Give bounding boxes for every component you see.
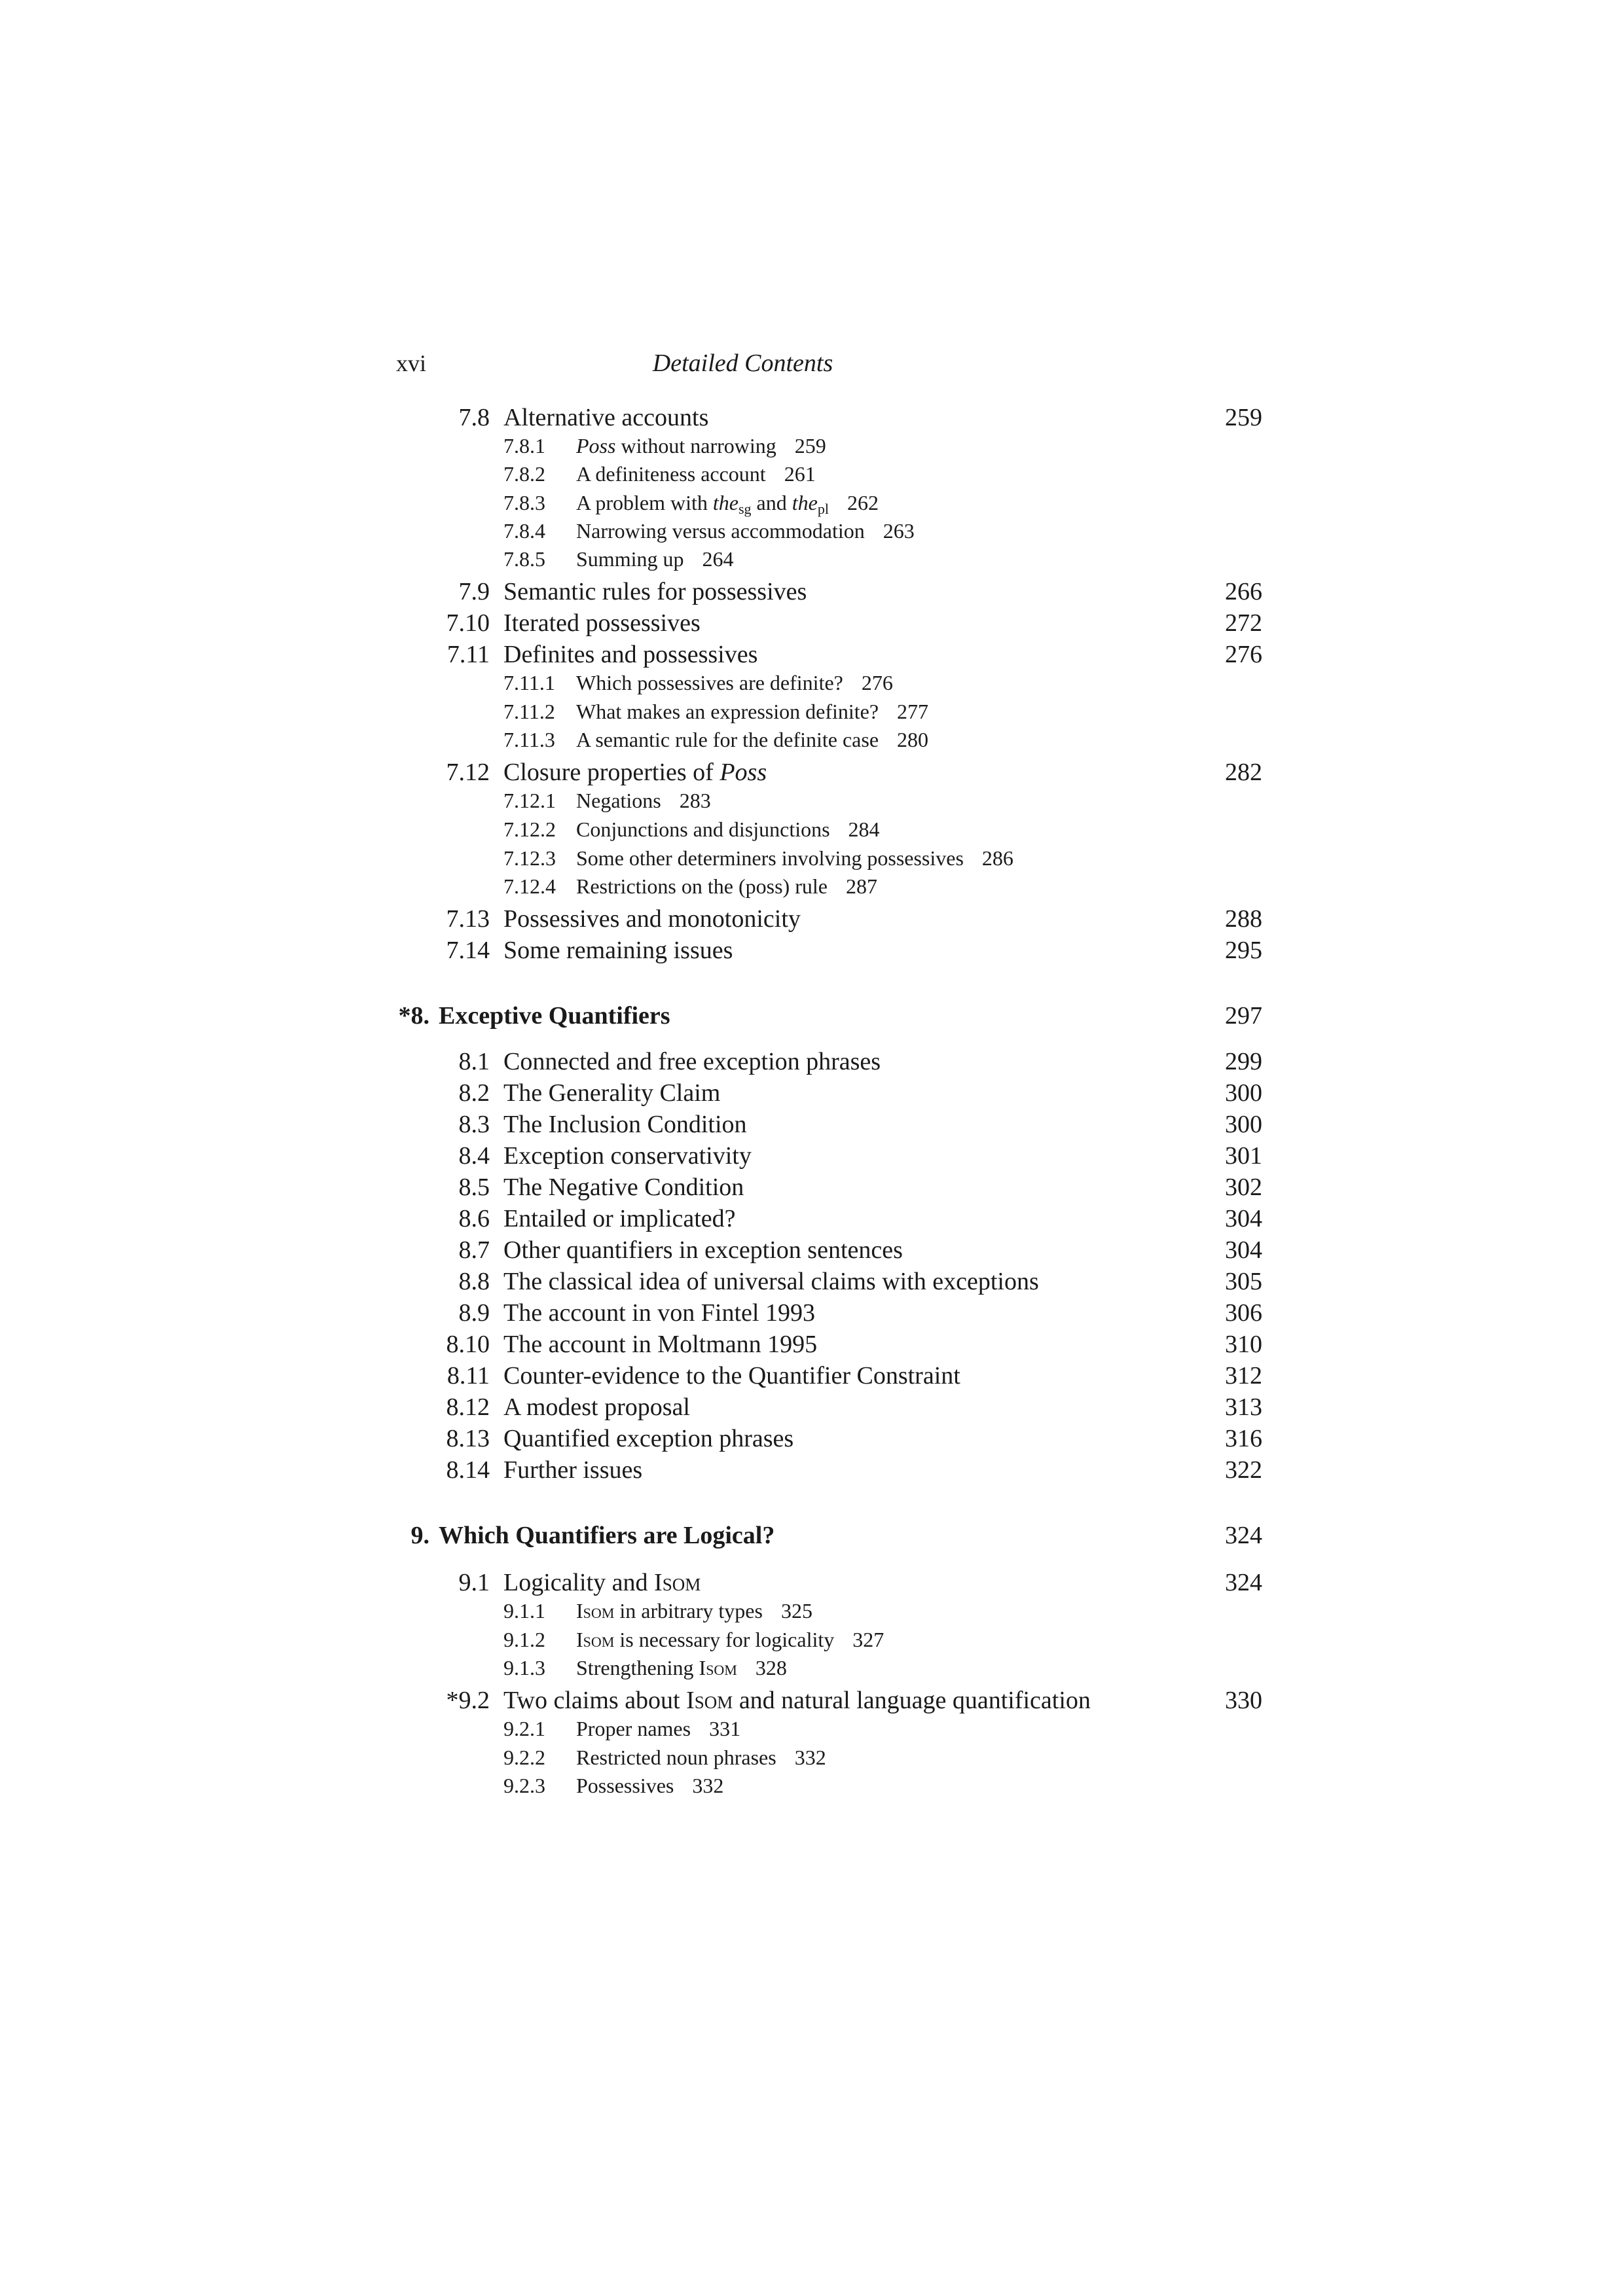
section-title: The account in Moltmann 1995: [503, 1331, 818, 1358]
page-ref: 286: [981, 846, 1013, 870]
section-number: 8.5: [458, 1174, 490, 1201]
subsection-number: 7.12.2: [503, 817, 556, 841]
section-title: Counter-evidence to the Quantifier Constraint: [503, 1362, 960, 1390]
section-title: Definites and possessives: [503, 641, 758, 668]
subsection-title: Restricted noun phrases 332: [576, 1746, 826, 1769]
toc-section-row[interactable]: [0, 1109, 1623, 1140]
toc-section-row[interactable]: [0, 935, 1623, 966]
toc-section-row[interactable]: [0, 1423, 1623, 1454]
toc-section-row[interactable]: [0, 757, 1623, 788]
toc-section-row[interactable]: [0, 1077, 1623, 1109]
page-ref: 316: [1225, 1425, 1262, 1452]
toc-subsection-row[interactable]: [0, 816, 1623, 843]
section-title: The classical idea of universal claims with exceptions: [503, 1268, 1039, 1295]
page-ref: 295: [1225, 937, 1262, 964]
toc-section-row[interactable]: [0, 1234, 1623, 1266]
toc-section-row[interactable]: [0, 1297, 1623, 1329]
section-number: 8.2: [458, 1079, 490, 1107]
toc-subsection-row[interactable]: [0, 517, 1623, 545]
chapter-title: Exceptive Quantifiers: [439, 1002, 670, 1030]
page-ref: 322: [1225, 1456, 1262, 1484]
toc-section-row[interactable]: [0, 576, 1623, 607]
toc-section-row[interactable]: [0, 1329, 1623, 1360]
toc-chapter-row[interactable]: [0, 1000, 1623, 1031]
section-number: 8.1: [458, 1048, 490, 1075]
toc-subsection-row[interactable]: [0, 1772, 1623, 1799]
section-number: 7.10: [446, 609, 490, 637]
subsection-title: Some other determiners involving possessives 286: [576, 846, 1013, 870]
section-number: 7.11: [447, 641, 490, 668]
toc-subsection-row[interactable]: [0, 872, 1623, 900]
page-ref: 306: [1225, 1299, 1262, 1327]
subsection-title: Strengthening Isom 328: [576, 1656, 787, 1679]
toc-section-row[interactable]: [0, 1266, 1623, 1297]
section-title: Logicality and Isom: [503, 1569, 701, 1596]
subsection-number: 7.8.5: [503, 547, 545, 571]
toc-section-row[interactable]: [0, 903, 1623, 935]
toc-subsection-row[interactable]: [0, 844, 1623, 872]
page-ref: 328: [755, 1656, 787, 1679]
subsection-number: 7.12.3: [503, 846, 556, 870]
section-number: 7.8: [458, 404, 490, 431]
page-ref: 332: [794, 1746, 826, 1769]
page-ref: 299: [1225, 1048, 1262, 1075]
section-title: Iterated possessives: [503, 609, 701, 637]
page-ref: 300: [1225, 1079, 1262, 1107]
section-number: 8.8: [458, 1268, 490, 1295]
section-number: 7.12: [446, 759, 490, 786]
section-title: Entailed or implicated?: [503, 1205, 736, 1232]
toc-section-row[interactable]: [0, 1360, 1623, 1391]
toc-section-row[interactable]: [0, 1391, 1623, 1423]
running-title: Detailed Contents: [652, 350, 833, 377]
section-number: 8.11: [447, 1362, 490, 1390]
toc-subsection-row[interactable]: [0, 545, 1623, 573]
section-number: 8.4: [458, 1142, 490, 1170]
section-title: Possessives and monotonicity: [503, 905, 801, 933]
toc-subsection-row[interactable]: [0, 1626, 1623, 1653]
toc-subsection-row[interactable]: [0, 669, 1623, 696]
page-ref: 287: [845, 874, 877, 898]
page-ref: 272: [1225, 609, 1262, 637]
toc-section-row[interactable]: [0, 402, 1623, 433]
subsection-number: 9.2.1: [503, 1717, 545, 1740]
subsection-number: 9.1.1: [503, 1599, 545, 1623]
toc-subsection-row[interactable]: [0, 1654, 1623, 1681]
section-title: Exception conservativity: [503, 1142, 752, 1170]
toc-subsection-row[interactable]: [0, 1715, 1623, 1742]
section-title: Further issues: [503, 1456, 643, 1484]
page-ref: 284: [848, 817, 880, 841]
page-ref: 301: [1225, 1142, 1262, 1170]
page-ref: 302: [1225, 1174, 1262, 1201]
section-title: The Negative Condition: [503, 1174, 744, 1201]
subsection-number: 9.2.3: [503, 1774, 545, 1797]
subsection-number: 7.8.2: [503, 462, 545, 486]
section-title: The Inclusion Condition: [503, 1111, 747, 1138]
chapter-number: *8.: [398, 1002, 429, 1030]
page-ref: 261: [784, 462, 816, 486]
page-ref: 264: [702, 547, 734, 571]
page-ref: 259: [794, 434, 826, 457]
page-ref: 277: [897, 700, 929, 723]
toc-section-row[interactable]: [0, 1172, 1623, 1203]
page-ref: 324: [1225, 1569, 1262, 1596]
section-number: 8.6: [458, 1205, 490, 1232]
subsection-number: 7.8.3: [503, 491, 545, 514]
page-ref: 305: [1225, 1268, 1262, 1295]
page-ref: 282: [1225, 759, 1262, 786]
toc-section-row[interactable]: [0, 1140, 1623, 1172]
toc-subsection-row[interactable]: [0, 1597, 1623, 1624]
toc-section-row[interactable]: [0, 639, 1623, 670]
chapter-title: Which Quantifiers are Logical?: [439, 1522, 775, 1549]
page-ref: 304: [1225, 1205, 1262, 1232]
toc-section-row[interactable]: [0, 1454, 1623, 1486]
toc-section-row[interactable]: [0, 1685, 1623, 1716]
toc-subsection-row[interactable]: [0, 726, 1623, 753]
page-number: xvi: [396, 350, 427, 376]
page-ref: 288: [1225, 905, 1262, 933]
section-number: 9.1: [458, 1569, 490, 1596]
toc-section-row[interactable]: [0, 1567, 1623, 1598]
page-ref: 331: [709, 1717, 741, 1740]
section-number: 8.13: [446, 1425, 490, 1452]
page-ref: 262: [847, 491, 879, 514]
section-number: 8.9: [458, 1299, 490, 1327]
subsection-number: 7.12.1: [503, 789, 556, 812]
page-ref: 283: [679, 789, 711, 812]
subsection-title: Possessives 332: [576, 1774, 724, 1797]
chapter-number: 9.: [410, 1522, 429, 1549]
subsection-title: Summing up 264: [576, 547, 734, 571]
toc-subsection-row[interactable]: [0, 432, 1623, 459]
page-ref: 297: [1225, 1002, 1262, 1030]
page-ref: 304: [1225, 1236, 1262, 1264]
page-ref: 259: [1225, 404, 1262, 431]
subsection-title: A problem with the$_{sg}$ and the$_{pl}$ 262: [576, 491, 879, 517]
subsection-number: 7.8.1: [503, 434, 545, 457]
subsection-number: 7.8.4: [503, 519, 545, 543]
subsection-number: 9.1.3: [503, 1656, 545, 1679]
subsection-title: Poss without narrowing 259: [576, 434, 826, 457]
subsection-title: Proper names 331: [576, 1717, 741, 1740]
section-title: The account in von Fintel 1993: [503, 1299, 815, 1327]
section-number: 8.12: [446, 1393, 490, 1421]
section-number: 7.14: [446, 937, 490, 964]
toc-section-row[interactable]: [0, 607, 1623, 639]
subsection-title: A definiteness account 261: [576, 462, 816, 486]
page-ref: 276: [861, 671, 893, 694]
subsection-number: 7.11.1: [503, 671, 555, 694]
page-ref: 312: [1225, 1362, 1262, 1390]
section-title: Closure properties of Poss: [503, 759, 767, 786]
toc-subsection-row[interactable]: [0, 698, 1623, 725]
subsection-title: Conjunctions and disjunctions 284: [576, 817, 880, 841]
section-title: Alternative accounts: [503, 404, 709, 431]
section-number: 7.13: [446, 905, 490, 933]
toc-subsection-row[interactable]: [0, 460, 1623, 488]
toc-chapter-row[interactable]: [0, 1520, 1623, 1551]
section-number: 8.14: [446, 1456, 490, 1484]
subsection-number: 9.2.2: [503, 1746, 545, 1769]
page-ref: 276: [1225, 641, 1262, 668]
page-ref: 300: [1225, 1111, 1262, 1138]
section-title: Some remaining issues: [503, 937, 733, 964]
section-number: 8.10: [446, 1331, 490, 1358]
subsection-title: What makes an expression definite? 277: [576, 700, 929, 723]
subsection-title: A semantic rule for the definite case 280: [576, 728, 929, 751]
toc-subsection-row[interactable]: [0, 787, 1623, 814]
subsection-title: Isom in arbitrary types 325: [576, 1599, 812, 1623]
section-title: A modest proposal: [503, 1393, 690, 1421]
toc-subsection-row[interactable]: [0, 1744, 1623, 1771]
page-ref: 324: [1225, 1522, 1262, 1549]
page-ref: 313: [1225, 1393, 1262, 1421]
toc-section-row[interactable]: [0, 1203, 1623, 1234]
subsection-title: Isom is necessary for logicality 327: [576, 1628, 884, 1651]
page-ref: 266: [1225, 578, 1262, 605]
page-ref: 325: [780, 1599, 812, 1623]
subsection-number: 9.1.2: [503, 1628, 545, 1651]
subsection-title: Which possessives are definite? 276: [576, 671, 893, 694]
subsection-title: Restrictions on the (poss) rule 287: [576, 874, 877, 898]
page-ref: 280: [897, 728, 929, 751]
page-ref: 263: [883, 519, 915, 543]
subsection-title: Negations 283: [576, 789, 711, 812]
section-number: 7.9: [458, 578, 490, 605]
section-number: 8.3: [458, 1111, 490, 1138]
toc-section-row[interactable]: [0, 1046, 1623, 1077]
section-number: 8.7: [458, 1236, 490, 1264]
subsection-number: 7.11.3: [503, 728, 555, 751]
page-ref: 332: [692, 1774, 724, 1797]
toc-subsection-row[interactable]: [0, 489, 1623, 516]
section-title: Quantified exception phrases: [503, 1425, 794, 1452]
section-title: Connected and free exception phrases: [503, 1048, 881, 1075]
section-title: The Generality Claim: [503, 1079, 721, 1107]
page-ref: 310: [1225, 1331, 1262, 1358]
subsection-number: 7.11.2: [503, 700, 555, 723]
page-ref: 330: [1225, 1687, 1262, 1714]
subsection-number: 7.12.4: [503, 874, 556, 898]
section-title: Other quantifiers in exception sentences: [503, 1236, 903, 1264]
subsection-title: Narrowing versus accommodation 263: [576, 519, 915, 543]
section-title: Two claims about Isom and natural language quantification: [503, 1687, 1091, 1714]
section-number: *9.2: [446, 1687, 490, 1714]
page-ref: 327: [852, 1628, 884, 1651]
section-title: Semantic rules for possessives: [503, 578, 807, 605]
